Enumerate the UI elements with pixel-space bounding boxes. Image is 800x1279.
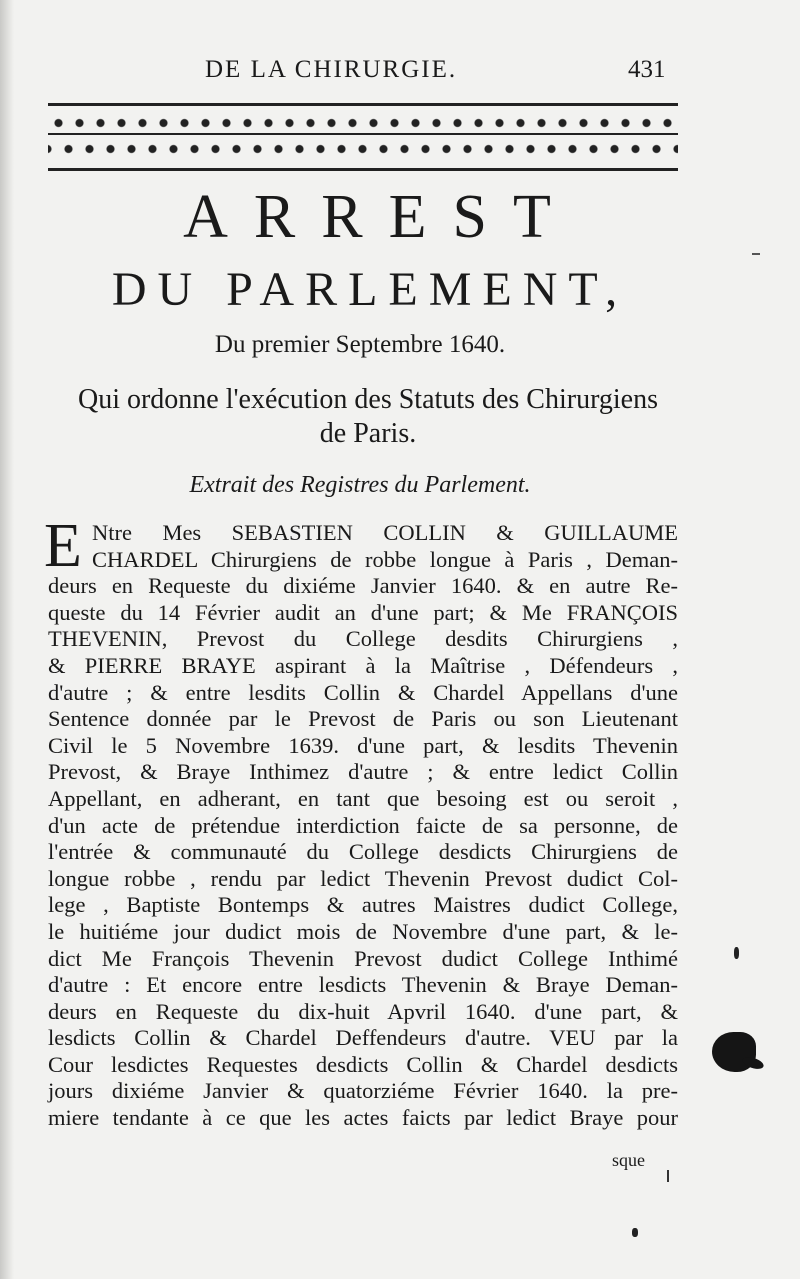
- text-line: CHARDEL Chirurgiens de robbe longue à Paris , Deman-: [92, 546, 678, 572]
- text-line: jours dixiéme Janvier & quatorziéme Février 1640. la pre-: [48, 1078, 678, 1104]
- drop-cap: E: [44, 512, 82, 580]
- title-arrest: ARREST: [183, 183, 577, 251]
- text-line: deurs en Requeste du dixiéme Janvier 1640. & en autre Re-: [48, 573, 678, 599]
- text-line: THEVENIN, Prevost du College desdits Chirurgiens ,: [48, 626, 678, 652]
- text-line: d'autre ; & entre lesdits Collin & Chardel Appellans d'une: [48, 679, 678, 705]
- running-head: [0, 56, 800, 92]
- ornamental-headband: [48, 103, 678, 171]
- page-number: 431: [628, 56, 666, 83]
- text-line: queste du 14 Février audit an d'une part; & Me FRANÇOIS: [48, 599, 678, 625]
- text-line: d'autre : Et encore entre lesdicts Thevenin & Braye Deman-: [48, 972, 678, 998]
- catchword: sque: [612, 1150, 645, 1170]
- text-line: dict Me François Thevenin Prevost dudict College Inthimé: [48, 945, 678, 971]
- ink-speck: [734, 947, 739, 959]
- decree-date: Du premier Septembre 1640.: [214, 331, 506, 358]
- ink-speck: [752, 253, 760, 255]
- text-line: d'un acte de prétendue interdiction faicte de sa personne, de: [48, 812, 678, 838]
- text-line: Civil le 5 Novembre 1639. d'une part, & lesdits Thevenin: [48, 732, 678, 758]
- extract-heading: Extrait des Registres du Parlement.: [189, 472, 531, 498]
- text-line: lesdicts Collin & Chardel Deffendeurs d'autre. VEU par la: [48, 1025, 678, 1051]
- ink-speck: [632, 1228, 638, 1237]
- text-line-content: Ntre Mes SEBASTIEN COLLIN & GUILLAUME: [92, 520, 678, 545]
- text-line: Sentence donnée par le Prevost de Paris ou son Lieutenant: [48, 706, 678, 732]
- text-line: longue robbe , rendu par ledict Thevenin Prevost dudict Col-: [48, 865, 678, 891]
- text-line: l'entrée & communauté du College desdicts Chirurgiens de: [48, 839, 678, 865]
- ink-blot: [712, 1032, 756, 1072]
- text-line: Appellant, en adherant, en tant que besoing est ou seroit ,: [48, 785, 678, 811]
- text-line: deurs en Requeste du dix-huit Apvril 1640. d'une part, &: [48, 998, 678, 1024]
- subtitle-line-2: de Paris.: [319, 418, 417, 449]
- title-parlement: DU PARLEMENT,: [111, 263, 629, 316]
- text-line: Cour lesdictes Requestes desdicts Collin & Chardel desdicts: [48, 1051, 678, 1077]
- running-title: DE LA CHIRURGIE.: [205, 56, 458, 83]
- text-line: Prevost, & Braye Inthimez d'autre ; & entre ledict Collin: [48, 759, 678, 785]
- text-line: miere tendante à ce que les actes faicts par ledict Braye pour: [48, 1105, 678, 1131]
- text-line: le huitiéme jour dudict mois de Novembre d'une part, & le-: [48, 918, 678, 944]
- text-line: lege , Baptiste Bontemps & autres Maistres dudict College,: [48, 892, 678, 918]
- ink-speck: [667, 1170, 669, 1182]
- decree-subtitle: [48, 383, 688, 451]
- subtitle-line-1: Qui ordonne l'exécution des Statuts des Chirurgiens: [77, 384, 658, 415]
- text-line: & PIERRE BRAYE aspirant à la Maîtrise , Défendeurs ,: [48, 652, 678, 678]
- decree-body: [44, 512, 678, 1132]
